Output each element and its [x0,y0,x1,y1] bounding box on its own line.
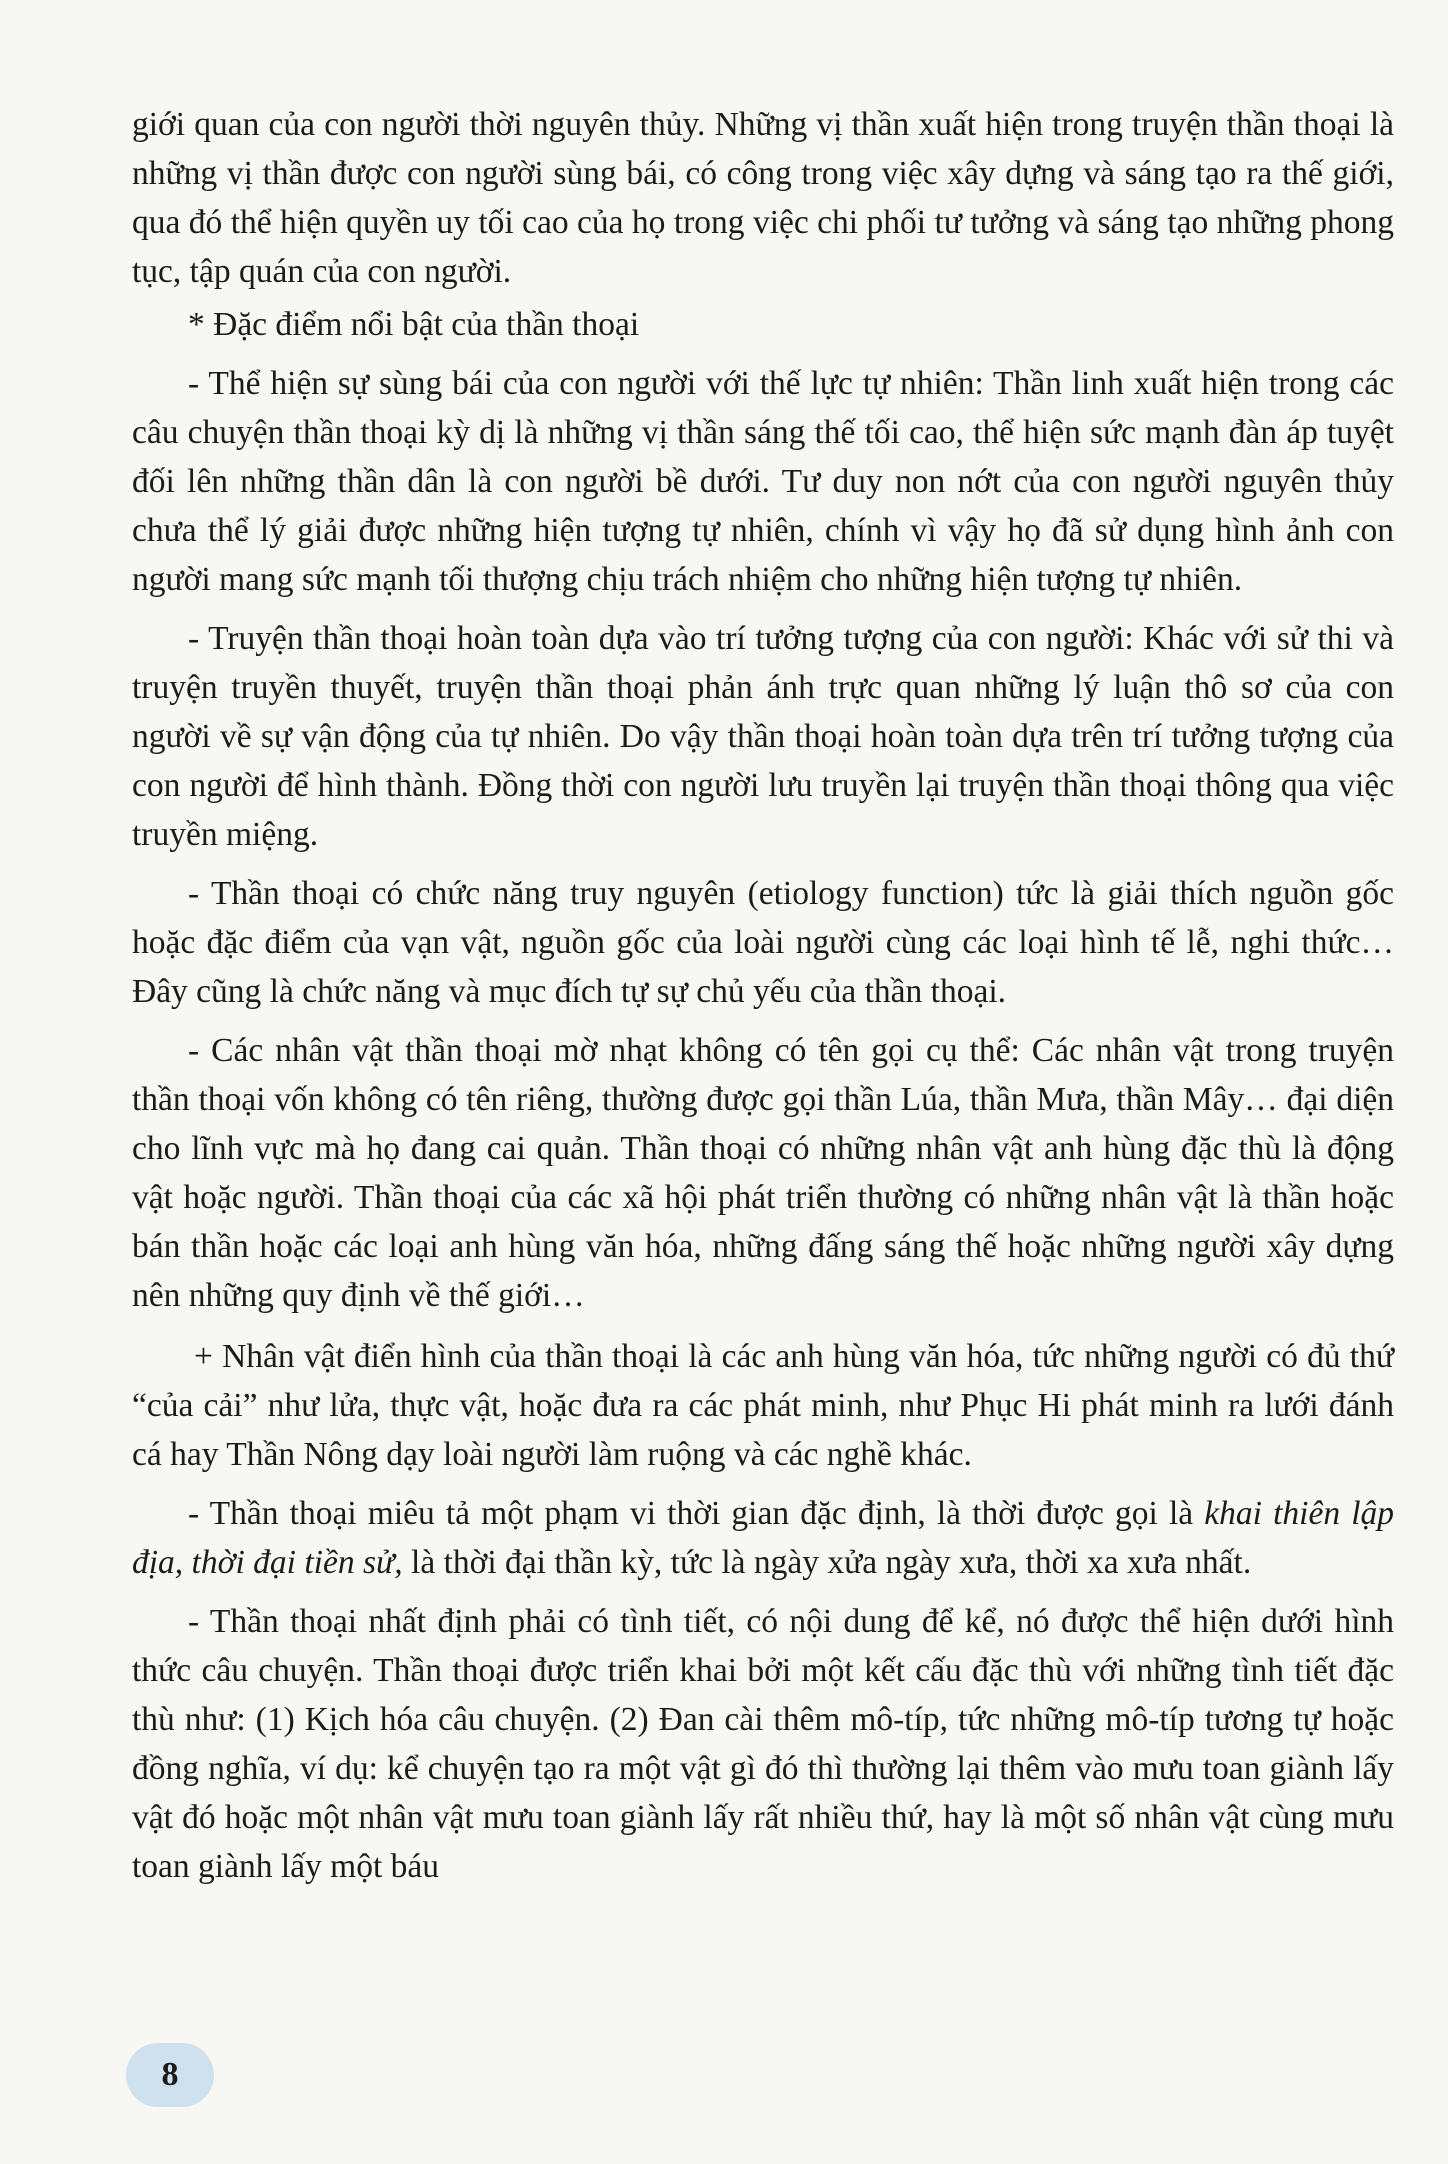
page-number-badge: 8 [126,2043,214,2107]
paragraph-time [132,1489,1394,1587]
page-body [132,100,1394,1891]
paragraph-characters: - Các nhân vật thần thoại mờ nhạt không có tên gọi cụ thể: Các nhân vật trong truyện thần thoại vốn không có tên riêng, thường được gọi thần Lúa, thần Mưa, thần Mây… đại diện cho lĩnh vực mà họ đang cai quản. Thần thoại có những nhân vật anh hùng đặc thù là động vật hoặc người. Thần thoại của các xã hội phát triển thường có những nhân vật là thần hoặc bán thần hoặc các loại anh hùng văn hóa, những đấng sáng thế hoặc những người xây dựng nên những quy định về thế giới… [132,1032,1394,1314]
paragraph-etiology: - Thần thoại có chức năng truy nguyên (etiology function) tức là giải thích nguồn gốc hoặc đặc điểm của vạn vật, nguồn gốc của loài người cùng các loại hình tế lễ, nghi thức… Đây cũng là chức năng và mục đích tự sự chủ yếu của thần thoại. [132,875,1394,1010]
time-text-italic: khai thiên lập địa, thời đại tiền sử, [132,1495,1395,1581]
paragraph-plot: - Thần thoại nhất định phải có tình tiết, có nội dung để kể, nó được thể hiện dưới hình thức câu chuyện. Thần thoại được triển khai bởi một kết cấu đặc thù với những tình tiết đặc thù như: (1) Kịch hóa câu chuyện. (2) Đan cài thêm mô-típ, tức những mô-típ tương tự hoặc đồng nghĩa, ví dụ: kể chuyện tạo ra một vật gì đó thì thường lại thêm vào mưu toan giành lấy vật đó hoặc một nhân vật mưu toan giành lấy rất nhiều thứ, hay là một số nhân vật cùng mưu toan giành lấy một báu [132,1603,1394,1885]
paragraph-culture-heroes: + Nhân vật điển hình của thần thoại là các anh hùng văn hóa, tức những người có đủ thứ “của cải” như lửa, thực vật, hoặc đưa ra các phát minh, như Phục Hi phát minh ra lưới đánh cá hay Thần Nông dạy loài người làm ruộng và các nghề khác. [132,1338,1394,1473]
opening-paragraph: giới quan của con người thời nguyên thủy. Những vị thần xuất hiện trong truyện thần thoại là những vị thần được con người sùng bái, có công trong việc xây dựng và sáng tạo ra thế giới, qua đó thể hiện quyền uy tối cao của họ trong việc chi phối tư tưởng và sáng tạo những phong tục, tập quán của con người. [132,106,1394,290]
section-heading: * Đặc điểm nổi bật của thần thoại [188,306,640,343]
time-text-before: - Thần thoại miêu tả một phạm vi thời gian đặc định, là thời được gọi là [188,1495,1205,1532]
paragraph-imagination: - Truyện thần thoại hoàn toàn dựa vào trí tưởng tượng của con người: Khác với sử thi và truyện truyền thuyết, truyện thần thoại phản ánh trực quan những lý luận thô sơ của con người về sự vận động của tự nhiên. Do vậy thần thoại hoàn toàn dựa trên trí tưởng tượng của con người để hình thành. Đồng thời con người lưu truyền lại truyện thần thoại thông qua việc truyền miệng. [132,620,1394,853]
time-text-after: là thời đại thần kỳ, tức là ngày xửa ngày xưa, thời xa xưa nhất. [402,1544,1252,1581]
paragraph-worship: - Thể hiện sự sùng bái của con người với thế lực tự nhiên: Thần linh xuất hiện trong các câu chuyện thần thoại kỳ dị là những vị thần sáng thế tối cao, thể hiện sức mạnh đàn áp tuyệt đối lên những thần dân là con người bề dưới. Tư duy non nớt của con người nguyên thủy chưa thể lý giải được những hiện tượng tự nhiên, chính vì vậy họ đã sử dụng hình ảnh con người mang sức mạnh tối thượng chịu trách nhiệm cho những hiện tượng tự nhiên. [132,365,1394,598]
